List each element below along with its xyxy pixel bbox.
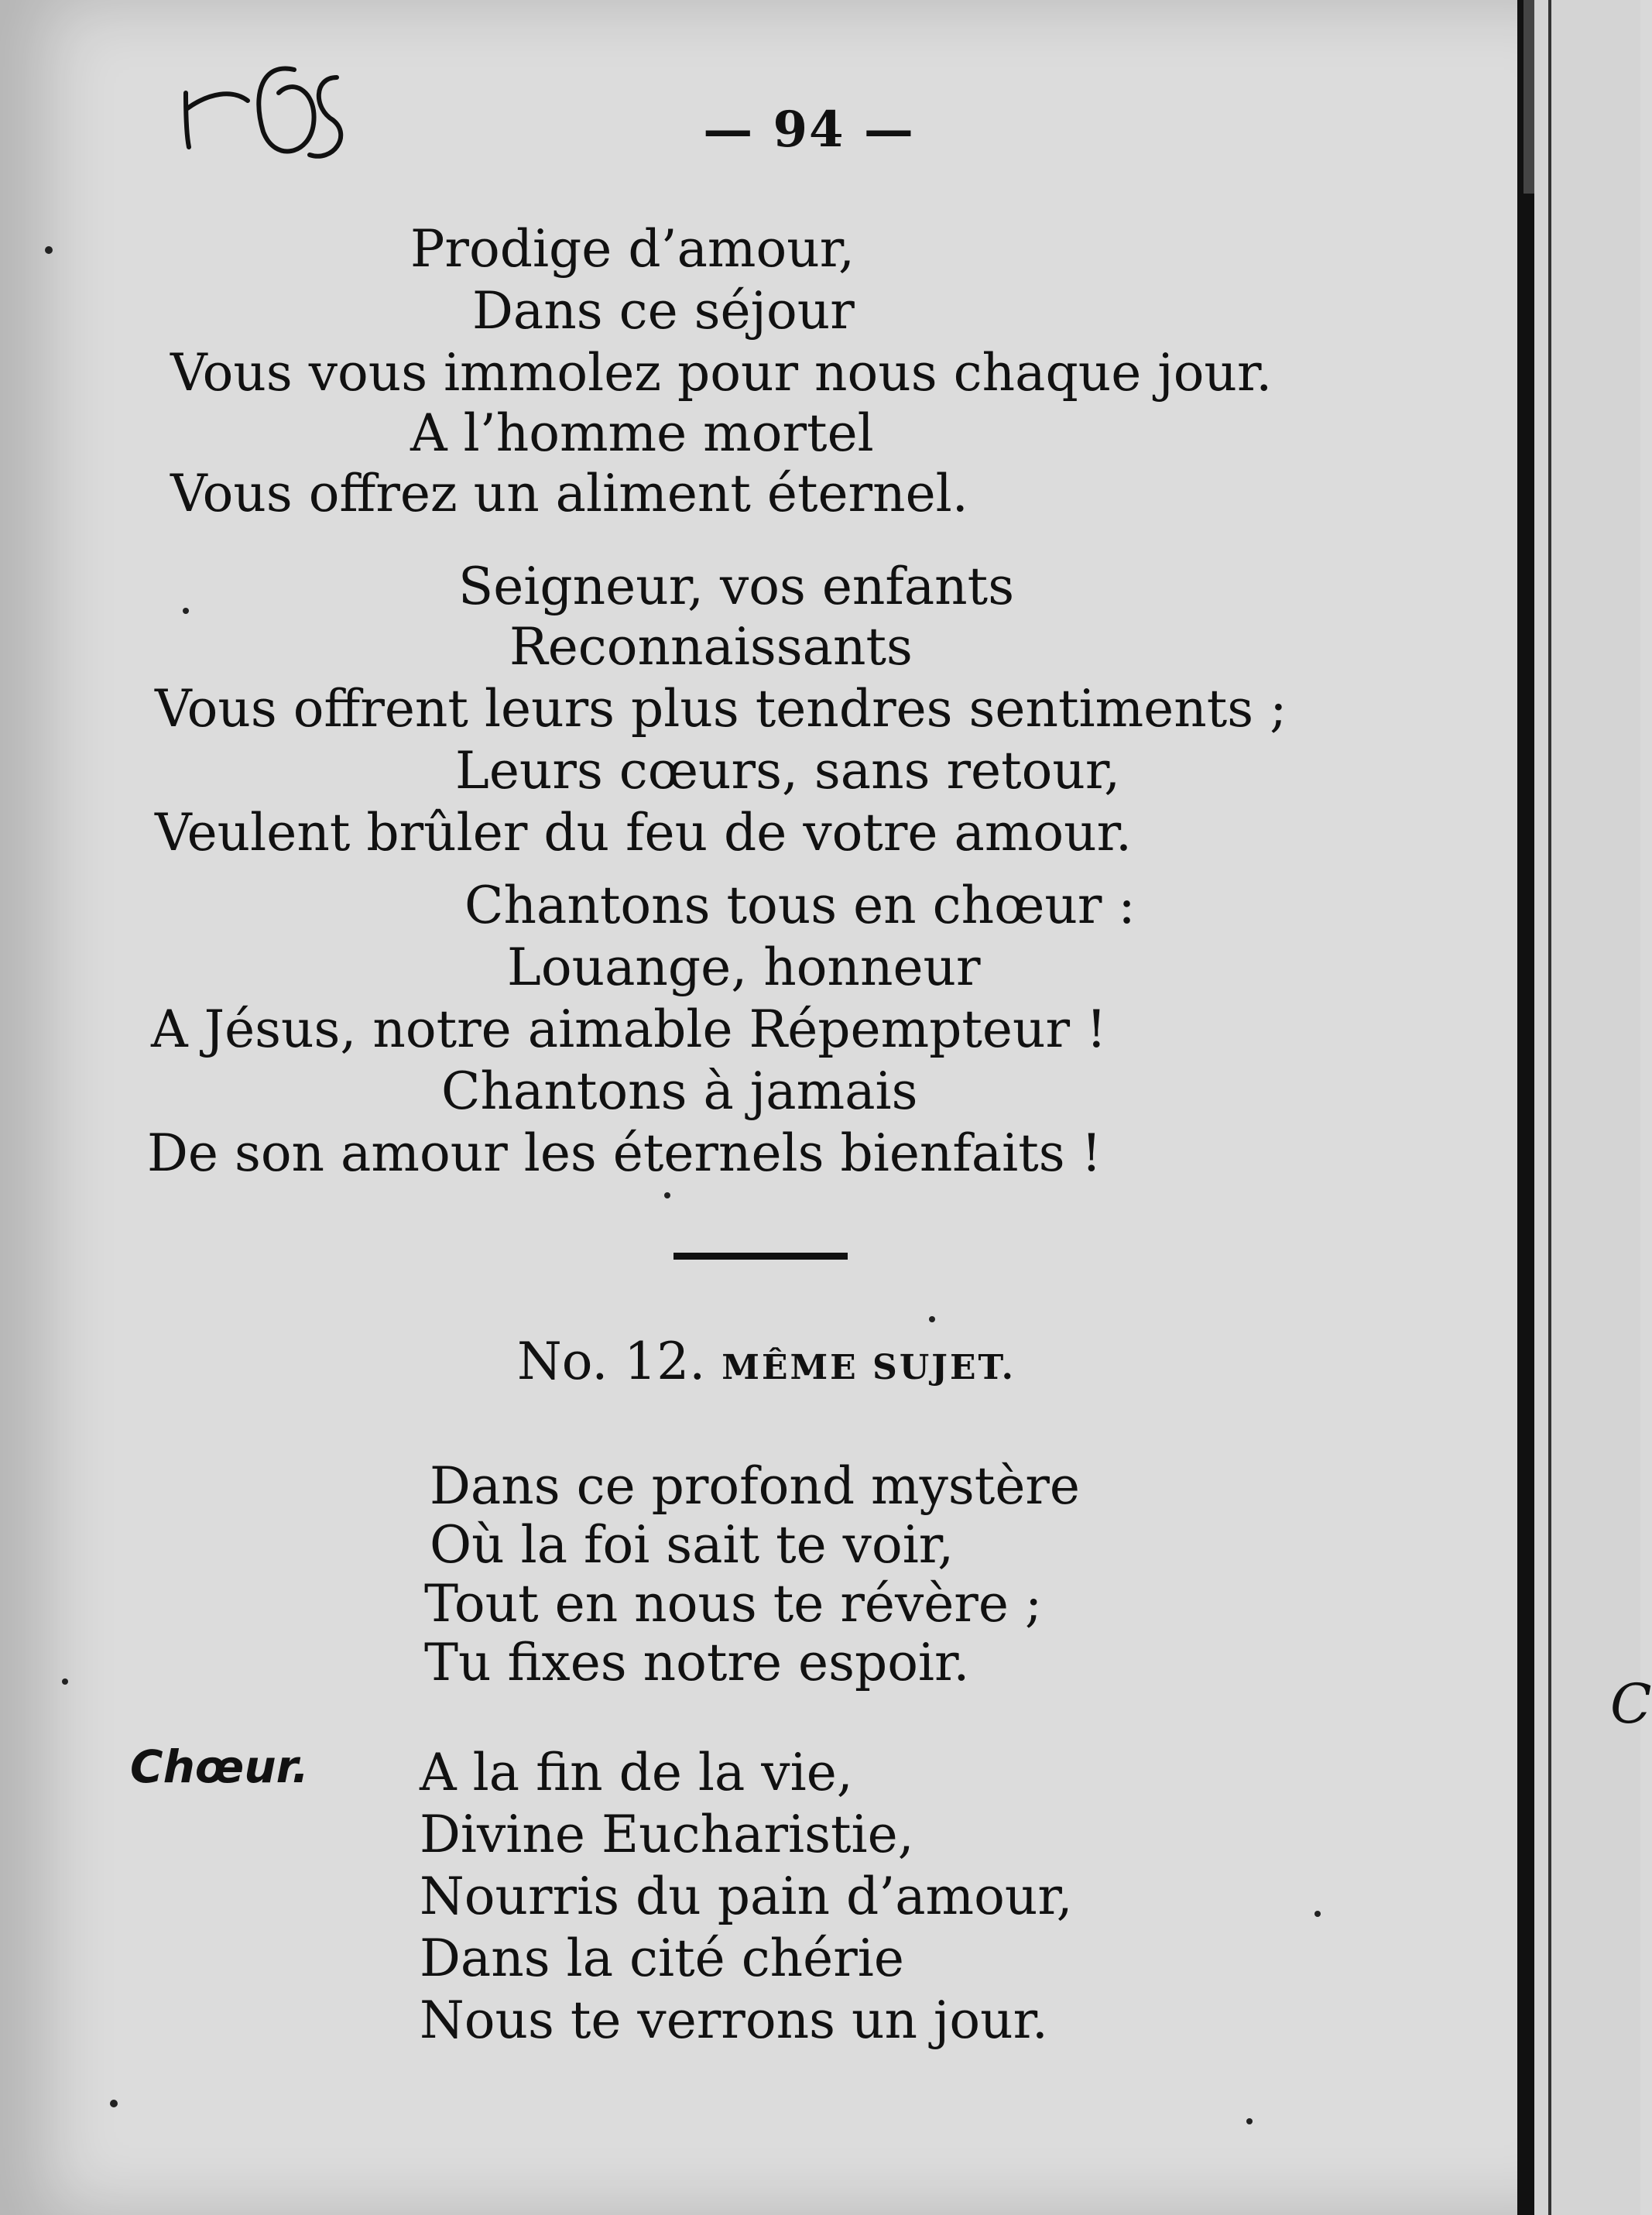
stanza-1-line-4: A l’homme mortel — [410, 403, 874, 463]
chorus-line-5: Nous te verrons un jour. — [420, 1990, 1048, 2050]
print-speck — [183, 608, 189, 614]
song-heading — [517, 1332, 1016, 1391]
print-speck — [110, 2100, 118, 2107]
stanza-3-line-4: Chantons à jamais — [441, 1061, 918, 1121]
stanza-3-line-2: Louange, honneur — [507, 938, 981, 997]
page-number: — 94 — — [703, 101, 915, 159]
stanza-1-line-1: Prodige d’amour, — [410, 219, 855, 279]
stanza-2-line-3: Vous offrent leurs plus tendres sentiments ; — [155, 679, 1287, 739]
print-speck — [1314, 1911, 1321, 1917]
stanza-1-line-2: Dans ce séjour — [472, 281, 855, 341]
section-divider — [673, 1253, 848, 1260]
print-speck — [1246, 2118, 1253, 2124]
stanza-3-line-3: A Jésus, notre aimable Répempteur ! — [151, 999, 1107, 1059]
stanza-1-line-5: Vous offrez un aliment éternel. — [170, 464, 968, 523]
chorus-line-3: Nourris du pain d’amour, — [420, 1867, 1073, 1926]
stanza-2-line-5: Veulent brûler du feu de votre amour. — [155, 803, 1132, 862]
print-speck — [664, 1192, 670, 1198]
verse-line-2: Où la foi sait te voir, — [430, 1515, 955, 1575]
chorus-label: Chœur. — [130, 1740, 309, 1793]
book-gutter — [1517, 0, 1534, 2215]
song-subject: MÊME SUJET. — [721, 1348, 1016, 1387]
adjacent-page-fragment: C — [1610, 1672, 1652, 1736]
stanza-2-line-1: Seigneur, vos enfants — [458, 557, 1015, 616]
stanza-2-line-2: Reconnaissants — [509, 617, 913, 677]
chorus-line-2: Divine Eucharistie, — [420, 1805, 914, 1864]
print-speck — [929, 1316, 935, 1322]
gutter-shadow — [1523, 0, 1534, 194]
chorus-line-4: Dans la cité chérie — [420, 1929, 904, 1988]
verse-line-1: Dans ce profond mystère — [430, 1456, 1080, 1516]
stanza-3-line-1: Chantons tous en chœur : — [464, 876, 1136, 935]
verse-line-4: Tu fixes notre espoir. — [424, 1633, 970, 1692]
chorus-line-1: A la fin de la vie, — [420, 1743, 853, 1802]
stanza-2-line-4: Leurs cœurs, sans retour, — [455, 741, 1121, 801]
stanza-1-line-3: Vous vous immolez pour nous chaque jour. — [170, 343, 1273, 403]
adjacent-page-border — [1548, 0, 1551, 2215]
adjacent-page-edge — [1534, 0, 1652, 2215]
stanza-3-line-5: De son amour les éternels bienfaits ! — [147, 1123, 1102, 1183]
verse-line-3: Tout en nous te révère ; — [424, 1574, 1043, 1634]
song-number: No. 12. — [517, 1332, 706, 1391]
print-speck — [62, 1678, 68, 1685]
print-speck — [45, 246, 53, 254]
